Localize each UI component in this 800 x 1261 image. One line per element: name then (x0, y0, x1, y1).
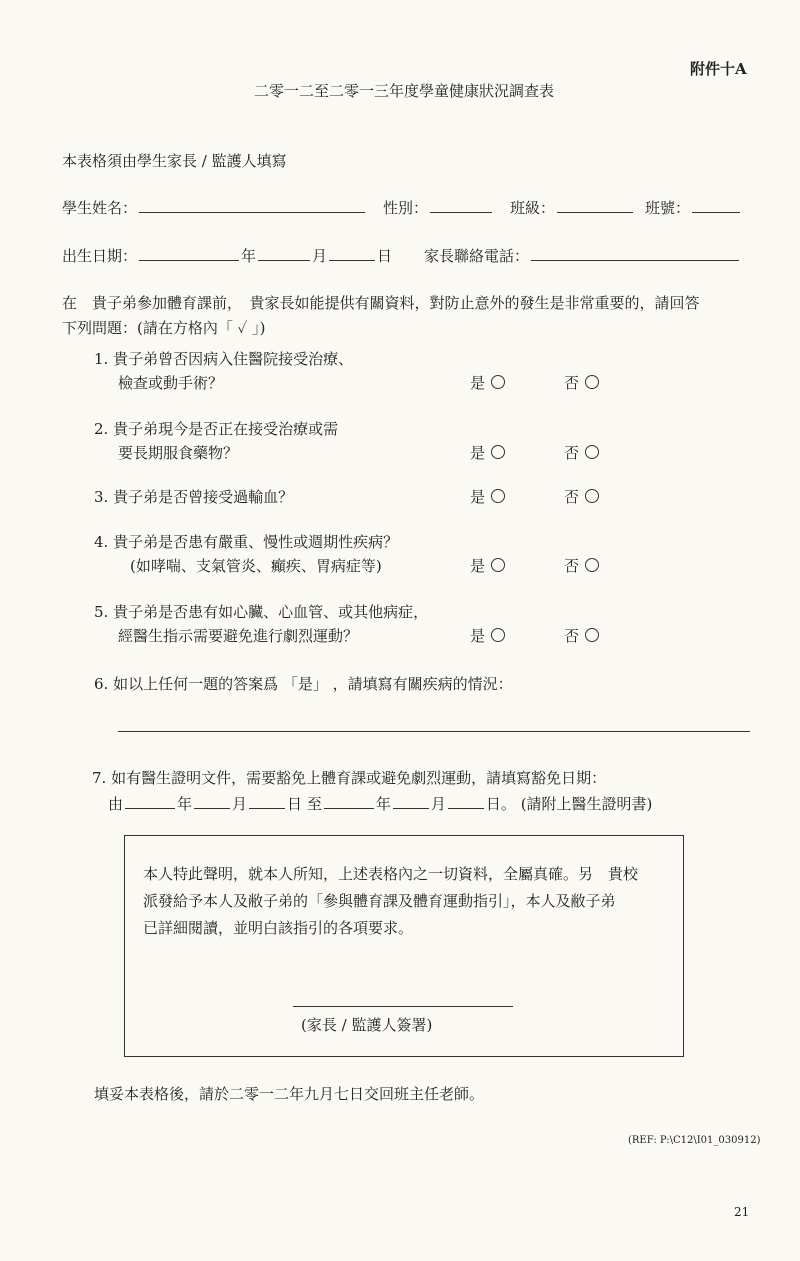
birth-date-row (62, 245, 392, 266)
radio-circle-icon[interactable] (491, 489, 505, 503)
q5-yes-option[interactable] (470, 625, 505, 646)
from-year-field[interactable] (125, 807, 175, 809)
q5-no-option[interactable] (564, 625, 599, 646)
question-1-line-2: 檢查或動手術？ (118, 374, 224, 392)
parent-phone-row (424, 245, 741, 266)
question-6: 6. 如以上任何一題的答案爲 「是」 ，請填寫有關疾病的情況： (94, 675, 513, 693)
year-label: 年 (375, 795, 391, 813)
no-label: 否 (564, 374, 580, 392)
signature-label: (家長 / 監護人簽署) (301, 1016, 433, 1034)
class-no-row (645, 197, 742, 218)
q4-yes-option[interactable] (470, 555, 505, 576)
from-day-field[interactable] (249, 807, 285, 809)
class-label: 班級： (510, 199, 556, 217)
no-label: 否 (564, 444, 580, 462)
yes-label: 是 (470, 488, 486, 506)
birth-year-field[interactable] (139, 259, 239, 261)
question-2-line-2: 要長期服食藥物？ (118, 444, 239, 462)
from-label: 由 (108, 795, 124, 813)
question-5-line-2: 經醫生指示需要避免進行劇烈運動？ (118, 627, 359, 645)
attach-note: (請附上醫生證明書) (520, 795, 653, 813)
class-row (510, 197, 635, 218)
month-label: 月 (232, 795, 248, 813)
day-label: 日 (377, 247, 393, 265)
radio-circle-icon[interactable] (585, 489, 599, 503)
question-4-line-1: 4. 貴子弟是否患有嚴重、慢性或週期性疾病？ (94, 533, 399, 551)
radio-circle-icon[interactable] (491, 375, 505, 389)
parent-phone-field[interactable] (531, 259, 739, 261)
gender-label: 性別： (383, 199, 429, 217)
to-year-field[interactable] (324, 807, 374, 809)
question-4-line-2: (如哮喘、支氣管炎、癲疾、胃病症等) (130, 557, 382, 575)
radio-circle-icon[interactable] (491, 445, 505, 459)
q4-no-option[interactable] (564, 555, 599, 576)
no-label: 否 (564, 627, 580, 645)
birth-day-field[interactable] (329, 259, 375, 261)
q6-answer-line[interactable] (118, 731, 750, 732)
parent-phone-label: 家長聯絡電話： (424, 247, 530, 265)
birth-month-field[interactable] (258, 259, 310, 261)
gender-field[interactable] (430, 211, 492, 213)
radio-circle-icon[interactable] (491, 628, 505, 642)
instruction-text: 本表格須由學生家長 / 監護人填寫 (62, 152, 287, 170)
to-label: 至 (306, 795, 322, 813)
declaration-box (124, 835, 684, 1057)
class-no-field[interactable] (692, 211, 740, 213)
footer-note: 填妥本表格後，請於二零一二年九月七日交回班主任老師。 (94, 1085, 485, 1103)
student-name-label: 學生姓名： (62, 199, 138, 217)
question-5-line-1: 5. 貴子弟是否患有如心臟、心血管、或其他病症， (94, 603, 429, 621)
question-7-date-row (108, 793, 652, 814)
form-title: 二零一二至二零一三年度學童健康狀況調查表 (254, 82, 555, 100)
radio-circle-icon[interactable] (585, 445, 599, 459)
gender-row (383, 197, 494, 218)
page-number: 21 (734, 1205, 750, 1219)
q3-no-option[interactable] (564, 486, 599, 507)
question-2-line-1: 2. 貴子弟現今是否正在接受治療或需 (94, 420, 339, 438)
question-1-line-1: 1. 貴子弟曾否因病入住醫院接受治療、 (94, 350, 354, 368)
from-month-field[interactable] (194, 807, 230, 809)
annex-label: 附件十A (690, 60, 747, 78)
q1-no-option[interactable] (564, 372, 599, 393)
declaration-line-1: 本人特此聲明，就本人所知，上述表格內之一切資料，全屬真確。另 貴校 (143, 865, 639, 883)
yes-label: 是 (470, 627, 486, 645)
question-7-line-1: 7. 如有醫生證明文件，需要豁免上體育課或避免劇烈運動，請填寫豁免日期： (92, 769, 607, 787)
radio-circle-icon[interactable] (585, 628, 599, 642)
radio-circle-icon[interactable] (585, 558, 599, 572)
signature-line[interactable] (293, 1006, 513, 1007)
q2-no-option[interactable] (564, 442, 599, 463)
q3-yes-option[interactable] (470, 486, 505, 507)
q2-yes-option[interactable] (470, 442, 505, 463)
year-label: 年 (241, 247, 257, 265)
to-day-field[interactable] (448, 807, 484, 809)
intro-line-1: 在 貴子弟參加體育課前， 貴家長如能提供有關資料，對防止意外的發生是非常重要的，請回答 (62, 294, 700, 312)
yes-label: 是 (470, 374, 486, 392)
yes-label: 是 (470, 444, 486, 462)
yes-label: 是 (470, 557, 486, 575)
ref-code: (REF: P:\C12\I01_030912) (628, 1135, 761, 1146)
day-end-label: 日。 (485, 795, 516, 813)
no-label: 否 (564, 488, 580, 506)
declaration-line-2: 派發給予本人及敝子弟的「參與體育課及體育運動指引」，本人及敝子弟 (143, 892, 616, 910)
q1-yes-option[interactable] (470, 372, 505, 393)
radio-circle-icon[interactable] (585, 375, 599, 389)
day-label: 日 (287, 795, 303, 813)
intro-line-2: 下列問題：(請在方格內「 ✓ 」) (62, 319, 266, 337)
student-name-field[interactable] (139, 211, 365, 213)
no-label: 否 (564, 557, 580, 575)
class-no-label: 班號： (645, 199, 691, 217)
to-month-field[interactable] (393, 807, 429, 809)
student-name-row (62, 197, 367, 218)
month-label: 月 (430, 795, 446, 813)
birth-date-label: 出生日期： (62, 247, 138, 265)
declaration-line-3: 已詳細閱讀，並明白該指引的各項要求。 (143, 919, 414, 937)
radio-circle-icon[interactable] (491, 558, 505, 572)
year-label: 年 (177, 795, 193, 813)
month-label: 月 (312, 247, 328, 265)
class-field[interactable] (557, 211, 633, 213)
question-3-line-1: 3. 貴子弟是否曾接受過輸血？ (94, 488, 294, 506)
